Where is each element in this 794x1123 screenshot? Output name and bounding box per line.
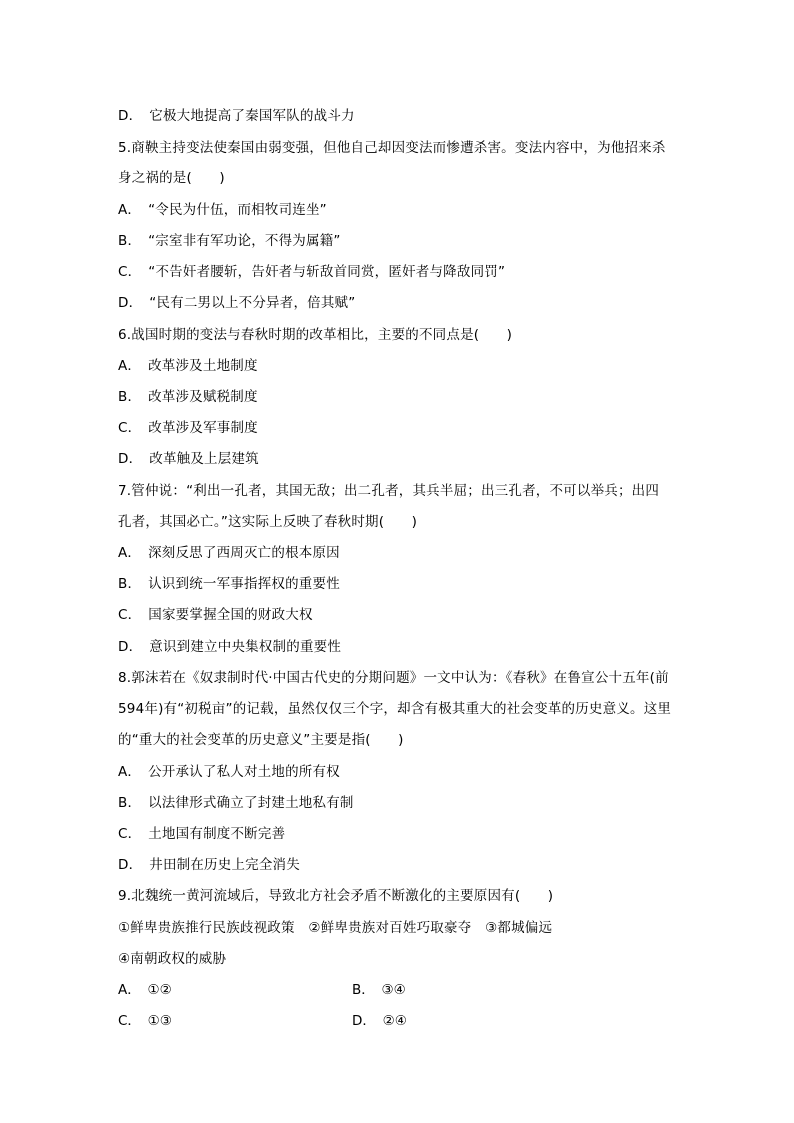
q9-option-a: A． ①② — [118, 982, 172, 998]
q6-option-d: D． 改革触及上层建筑 — [118, 451, 259, 467]
q5-option-a: A． “令民为什伍，而相牧司连坐” — [118, 202, 327, 218]
q7-option-d: D． 意识到建立中央集权制的重要性 — [118, 639, 342, 655]
q8-option-b: B． 以法律形式确立了封建土地私有制 — [118, 795, 354, 811]
q5-option-d: D． “民有二男以上不分异者，倍其赋” — [118, 295, 356, 311]
q9-option-b: B． ③④ — [352, 982, 406, 998]
q9-option-d: D． ②④ — [352, 1013, 407, 1029]
q5-option-c: C． “不告奸者腰斩，告奸者与斩敌首同赏，匿奸者与降敌同罚” — [118, 264, 506, 280]
q7-stem-line1: 7.管仲说：“利出一孔者，其国无敌；出二孔者，其兵半屈；出三孔者，不可以举兵；出四 — [118, 483, 660, 499]
q4-option-d: D． 它极大地提高了秦国军队的战斗力 — [118, 108, 355, 124]
q5-option-b: B． “宗室非有军功论，不得为属籍” — [118, 233, 341, 249]
q8-stem-line3: 的“重大的社会变革的历史意义”主要是指( ) — [118, 732, 404, 748]
q7-stem-line2: 孔者，其国必亡。”这实际上反映了春秋时期( ) — [118, 514, 418, 530]
q6-option-b: B． 改革涉及赋税制度 — [118, 389, 258, 405]
q8-stem-line1: 8.郭沫若在《奴隶制时代·中国古代史的分期问题》一文中认为：《春秋》在鲁宣公十五年(前 — [118, 670, 669, 686]
q9-option-c: C． ①③ — [118, 1013, 172, 1029]
q8-option-d: D． 井田制在历史上完全消失 — [118, 857, 300, 873]
q8-stem-line2: 594年)有“初税亩”的记载，虽然仅仅三个字，却含有极其重大的社会变革的历史意义。这里 — [118, 701, 672, 717]
q5-stem-line1: 5.商鞅主持变法使秦国由弱变强，但他自己却因变法而惨遭杀害。变法内容中，为他招来杀 — [118, 140, 666, 156]
q8-option-c: C． 土地国有制度不断完善 — [118, 826, 286, 842]
q6-stem: 6.战国时期的变法与春秋时期的改革相比，主要的不同点是( ) — [118, 327, 513, 343]
q9-stem: 9.北魏统一黄河流域后，导致北方社会矛盾不断激化的主要原因有( ) — [118, 888, 554, 904]
q8-option-a: A． 公开承认了私人对土地的所有权 — [118, 764, 340, 780]
q6-option-a: A． 改革涉及土地制度 — [118, 358, 258, 374]
q9-items-line2: ④南朝政权的威胁 — [118, 951, 227, 967]
q7-option-c: C． 国家要掌握全国的财政大权 — [118, 607, 313, 623]
q5-stem-line2: 身之祸的是( ) — [118, 170, 225, 186]
q9-items-line1: ①鲜卑贵族推行民族歧视政策 ②鲜卑贵族对百姓巧取豪夺 ③都城偏远 — [118, 920, 553, 936]
q6-option-c: C． 改革涉及军事制度 — [118, 420, 258, 436]
q7-option-b: B． 认识到统一军事指挥权的重要性 — [118, 576, 340, 592]
q7-option-a: A． 深刻反思了西周灭亡的根本原因 — [118, 545, 340, 561]
